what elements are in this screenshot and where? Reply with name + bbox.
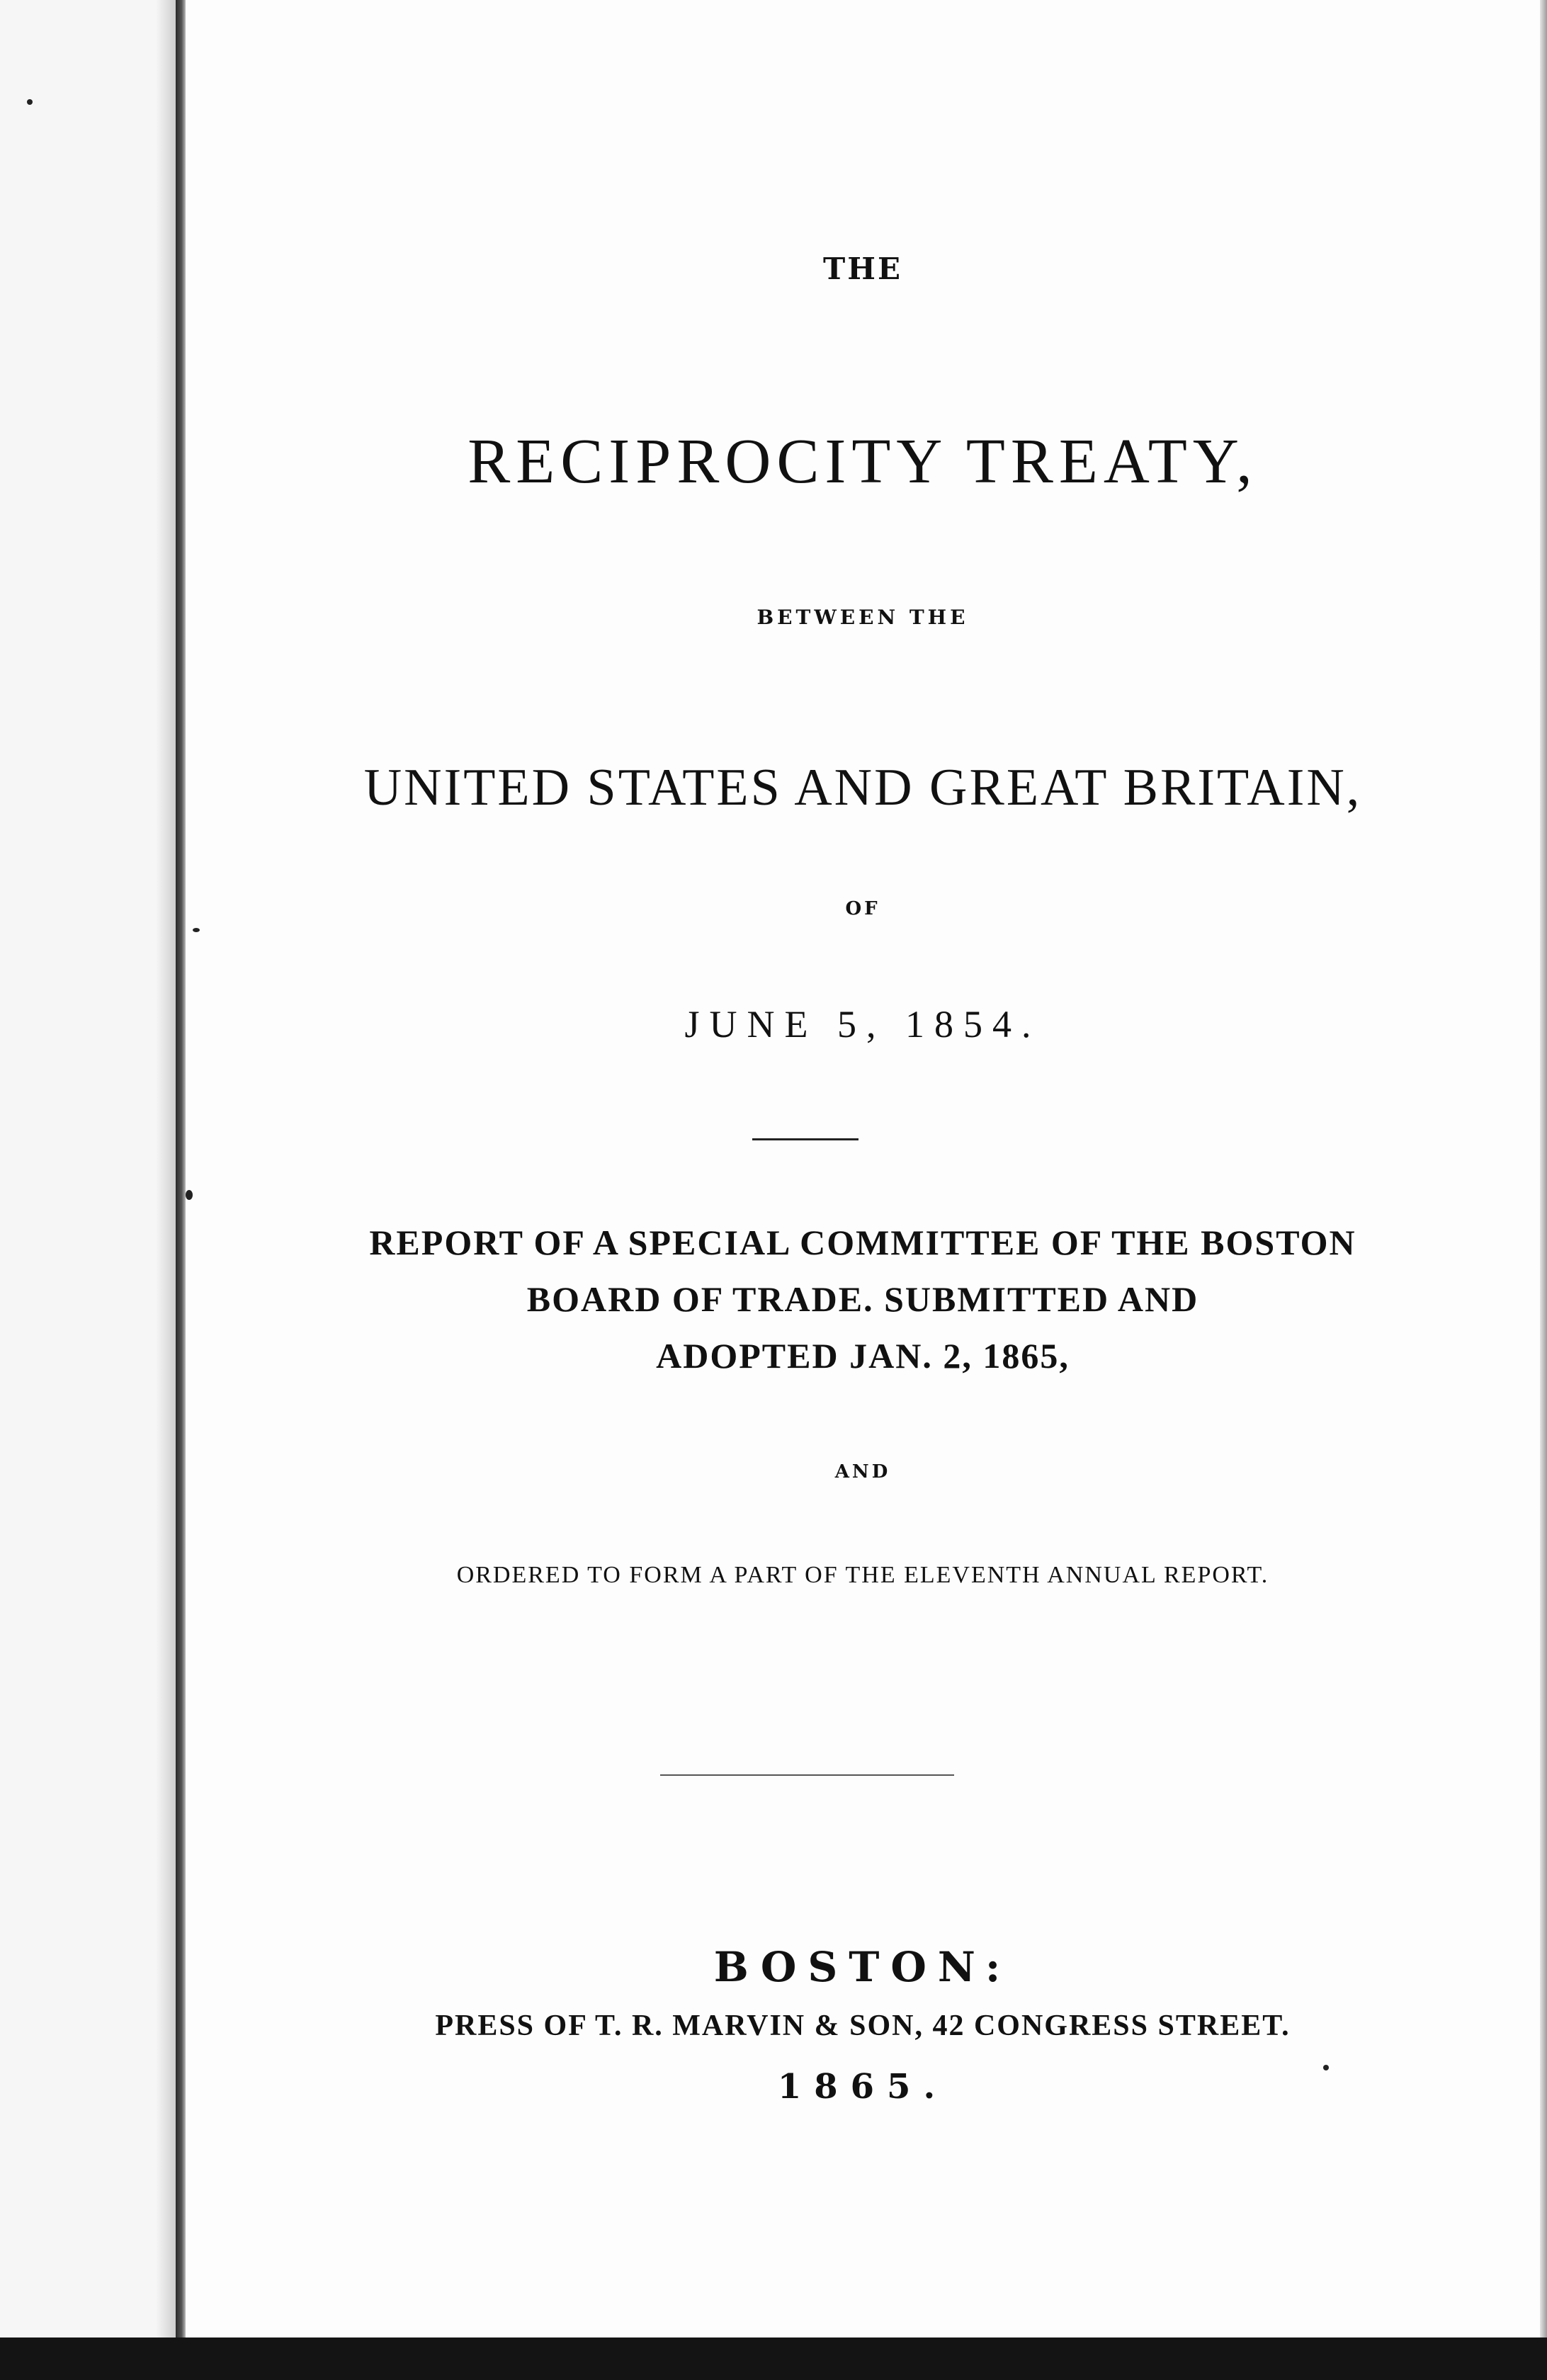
scan-speck [193, 928, 200, 932]
divider-rule [752, 1138, 858, 1140]
heading-of: OF [845, 898, 880, 919]
left-gutter [0, 0, 176, 2338]
gutter-shadow [156, 0, 176, 2338]
document-title: RECIPROCITY TREATY, [468, 426, 1258, 497]
report-line: ADOPTED JAN. 2, 1865, [656, 1336, 1070, 1376]
scan-speck [186, 1190, 193, 1200]
book-spine-edge [176, 0, 186, 2338]
imprint-year: 1865. [777, 2067, 948, 2107]
ordered-note: ORDERED TO FORM A PART OF THE ELEVENTH ANNUAL REPORT. [456, 1562, 1269, 1588]
heading-and: AND [834, 1461, 891, 1483]
right-page-edge [1540, 0, 1547, 2338]
imprint-city: BOSTON: [713, 1943, 1012, 1991]
treaty-date: JUNE 5, 1854. [684, 1003, 1041, 1046]
scan-bottom-border [0, 2338, 1547, 2380]
heading-the: THE [823, 251, 902, 286]
report-line: REPORT OF A SPECIAL COMMITTEE OF THE BOSTON [369, 1223, 1356, 1262]
imprint-press: PRESS OF T. R. MARVIN & SON, 42 CONGRESS STREET. [435, 2010, 1291, 2042]
treaty-parties: UNITED STATES AND GREAT BRITAIN, [363, 759, 1362, 817]
report-line: BOARD OF TRADE. SUBMITTED AND [526, 1279, 1199, 1319]
divider-rule [660, 1774, 954, 1776]
scan-speck [27, 99, 33, 105]
heading-between: BETWEEN THE [756, 606, 969, 629]
